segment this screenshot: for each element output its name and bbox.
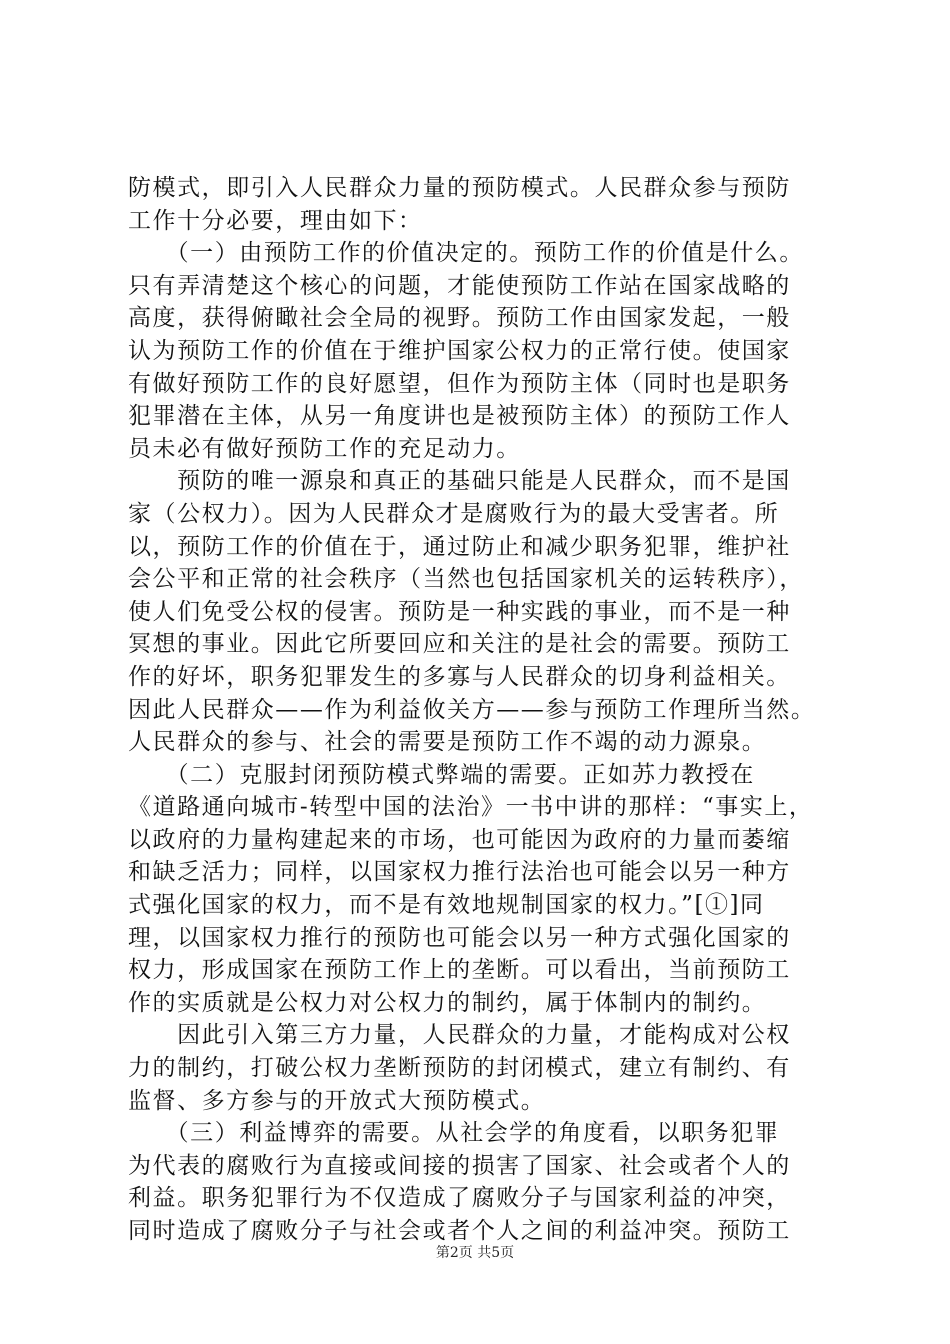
- page-footer: 第2页 共5页: [435, 1245, 515, 1261]
- text-line: 以政府的力量构建起来的市场，也可能因为政府的力量而萎缩: [128, 826, 791, 853]
- body-text: [128, 172, 840, 1248]
- text-line: 为代表的腐败行为直接或间接的损害了国家、社会或者个人的: [128, 1152, 791, 1179]
- text-line: 人民群众的参与、社会的需要是预防工作不竭的动力源泉。: [128, 729, 767, 756]
- text-line: 工作十分必要，理由如下：: [128, 207, 423, 234]
- text-line: 预防的唯一源泉和真正的基础只能是人民群众，而不是国: [128, 468, 791, 495]
- text-line: 力的制约，打破公权力垄断预防的封闭模式，建立有制约、有: [128, 1055, 791, 1082]
- text-line: 同时造成了腐败分子与社会或者个人之间的利益冲突。预防工: [128, 1218, 791, 1244]
- text-line: 员未必有做好预防工作的充足动力。: [128, 435, 521, 462]
- text-line: （二）克服封闭预防模式弊端的需要。正如苏力教授在: [128, 761, 755, 788]
- text-line: 有做好预防工作的良好愿望，但作为预防主体（同时也是职务: [128, 370, 791, 397]
- text-line: 认为预防工作的价值在于维护国家公权力的正常行使。使国家: [128, 337, 791, 364]
- text-line: 家（公权力）。因为人民群众才是腐败行为的最大受害者。所: [128, 500, 780, 527]
- text-line: 权力，形成国家在预防工作上的垄断。可以看出，当前预防工: [128, 957, 791, 984]
- text-line: 《道路通向城市-转型中国的法治》一书中讲的那样：“事实上，: [128, 794, 814, 821]
- text-line: 理，以国家权力推行的预防也可能会以另一种方式强化国家的: [128, 924, 791, 951]
- text-line: 使人们免受公权的侵害。预防是一种实践的事业，而不是一种: [128, 598, 791, 625]
- text-line: 式强化国家的权力，而不是有效地规制国家的权力。”[①]同: [128, 892, 765, 919]
- text-line: （三）利益博弈的需要。从社会学的角度看，以职务犯罪: [128, 1120, 780, 1147]
- text-line: （一）由预防工作的价值决定的。预防工作的价值是什么。: [128, 240, 804, 267]
- text-line: 利益。职务犯罪行为不仅造成了腐败分子与国家利益的冲突，: [128, 1185, 791, 1212]
- text-line: 因此人民群众——作为利益攸关方——参与预防工作理所当然。: [128, 696, 816, 723]
- text-line: 和缺乏活力；同样，以国家权力推行法治也可能会以另一种方: [128, 859, 791, 886]
- text-line: 因此引入第三方力量，人民群众的力量，才能构成对公权: [128, 1022, 791, 1049]
- text-line: 高度，获得俯瞰社会全局的视野。预防工作由国家发起，一般: [128, 305, 791, 332]
- text-line: 犯罪潜在主体，从另一角度讲也是被预防主体）的预防工作人: [128, 403, 791, 430]
- text-line: 防模式，即引入人民群众力量的预防模式。人民群众参与预防: [128, 175, 791, 201]
- text-line: 会公平和正常的社会秩序（当然也包括国家机关的运转秩序），: [128, 566, 804, 593]
- text-line: 以，预防工作的价值在于，通过防止和减少职务犯罪，维护社: [128, 533, 791, 560]
- text-line: 作的好坏，职务犯罪发生的多寡与人民群众的切身利益相关。: [128, 663, 791, 690]
- text-line: 作的实质就是公权力对公权力的制约，属于体制内的制约。: [128, 989, 767, 1016]
- text-line: 只有弄清楚这个核心的问题，才能使预防工作站在国家战略的: [128, 272, 791, 299]
- text-line: 冥想的事业。因此它所要回应和关注的是社会的需要。预防工: [128, 631, 791, 658]
- text-line: 监督、多方参与的开放式大预防模式。: [128, 1087, 546, 1114]
